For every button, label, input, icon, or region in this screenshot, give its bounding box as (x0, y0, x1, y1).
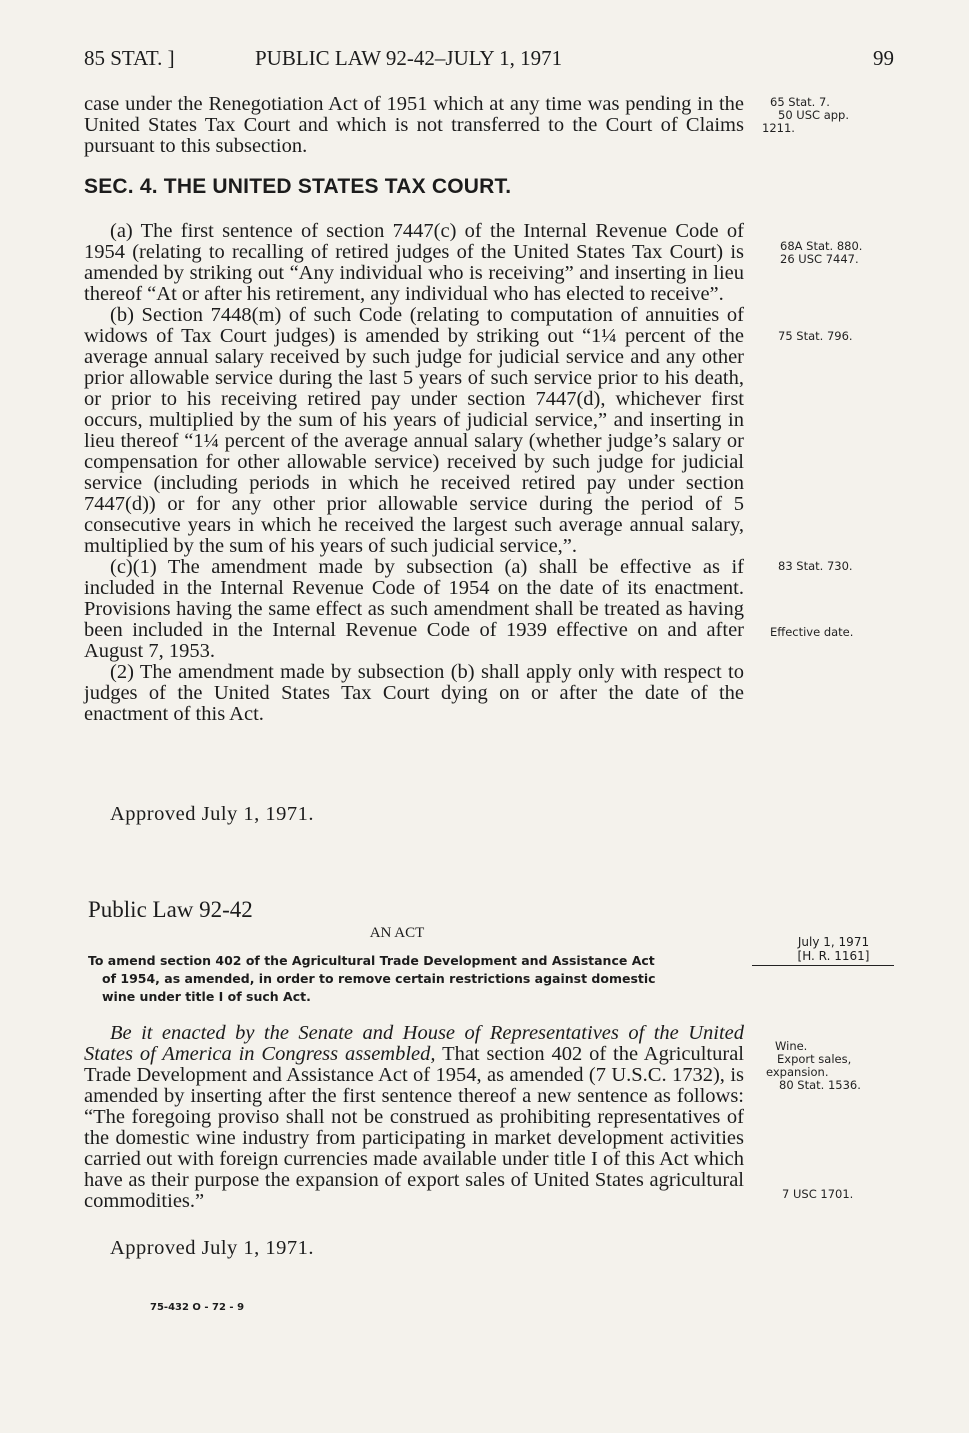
purpose-line: wine under title I of such Act. (102, 989, 311, 1004)
header-stat-ref: 85 STAT. ] (84, 46, 175, 70)
print-code: 75-432 O - 72 - 9 (150, 1302, 245, 1313)
an-act-heading: AN ACT (369, 925, 425, 941)
enacting-section (84, 1023, 744, 1212)
margin-note-line: 50 USC app. (778, 108, 849, 122)
section-body (84, 221, 744, 725)
margin-note-effective-date: Effective date. (770, 625, 854, 639)
approval-line: Approved July 1, 1971. (110, 803, 315, 825)
enactment-date: July 1, 1971 (797, 935, 870, 949)
page-header (84, 46, 894, 76)
margin-note-line: 68A Stat. 880. (780, 239, 863, 253)
page-number: 99 (873, 46, 894, 70)
paragraph-a: (a) The first sentence of section 7447(c) of the Internal Revenue Code of 1954 (relating to recalling of retired judges of the United States Tax Court) is amended by striking out “Any individual who is receiving” and inserting in lieu thereof “At or after his retirement, any individual who has elected to receive”. (84, 220, 744, 305)
paragraph-b: (b) Section 7448(m) of such Code (relating to computation of annuities of widows of Tax Court judges) is amended by striking out “1¼ percent of the average annual salary received by such judge for judicial service and any other prior allowable service during the last 5 years of such service prior to his death, or prior to his receiving retired pay under section 7447(d), whichever first occurs, multiplied by the sum of his years of judicial service,” and inserting in lieu thereof “1¼ percent of the average annual salary (whether judge’s salary or compensation for other allowable service) received by such judge for judicial service (including periods in which he received retired pay under section 7447(d)) or for any other prior allowable service during the period of 5 consecutive years in which he received the largest such average annual salary, multiplied by the sum of his years of such judicial service,”. (84, 304, 744, 557)
purpose-line: of 1954, as amended, in order to remove certain restrictions against domestic (102, 971, 656, 986)
margin-note-line: 26 USC 7447. (780, 252, 859, 266)
margin-note-line: Export sales, (777, 1052, 852, 1066)
paragraph-c1: (c)(1) The amendment made by subsection (a) shall be effective as if included in the Internal Revenue Code of 1954 on the date of its enactment. Provisions having the same effect as such amendment shall be treated as having been included in the Internal Revenue Code of 1939 effective on and after August 7, 1953. (84, 556, 744, 662)
enactment-date-box (773, 935, 894, 963)
divider (752, 965, 894, 966)
purpose-line: To amend section 402 of the Agricultural Trade Development and Assistance Act (88, 953, 655, 968)
bill-number: [H. R. 1161] (797, 949, 870, 963)
paragraph-text: case under the Renegotiation Act of 1951 which at any time was pending in the United States Tax Court and which is not transferred to the Court of Claims pursuant to this subsection. (84, 93, 744, 157)
margin-note-line: 1211. (762, 121, 795, 135)
act-purpose (88, 952, 752, 1006)
enacting-paragraph (84, 1023, 744, 1212)
public-law-title: Public Law 92-42 (88, 897, 253, 922)
margin-note-citation (762, 95, 849, 135)
margin-note-citation: 75 Stat. 796. (778, 329, 853, 343)
margin-note-subject (766, 1039, 861, 1092)
margin-note-line: expansion. (766, 1065, 829, 1079)
paragraph-c2: (2) The amendment made by subsection (b) shall apply only with respect to judges of the United States Tax Court dying on or after the date of the enactment of this Act. (84, 661, 744, 725)
margin-note-line: 80 Stat. 1536. (779, 1078, 861, 1092)
margin-note-line: Wine. (775, 1039, 808, 1053)
section-heading: SEC. 4. THE UNITED STATES TAX COURT. (84, 175, 512, 198)
margin-note-citation: 7 USC 1701. (782, 1187, 854, 1201)
continued-paragraph (84, 94, 744, 157)
margin-note-citation: 83 Stat. 730. (778, 559, 853, 573)
enacting-body: That section 402 of the Agricultural Trade Development and Assistance Act of 1954, as amended (7 U.S.C. 1732), is amended by inserting after the first sentence thereof a new sentence as follows: “The foregoing proviso shall not be construed as prohibiting representatives of the domestic wine industry from participating in market development activities carried out with foreign currencies made available under title I of this Act which have as their purpose the expansion of export sales of United States agricultural commodities.” (84, 1043, 744, 1212)
margin-note-line: 65 Stat. 7. (770, 95, 830, 109)
margin-note-citation (780, 240, 862, 266)
approval-line: Approved July 1, 1971. (110, 1237, 315, 1259)
header-title: PUBLIC LAW 92-42–JULY 1, 1971 (255, 46, 563, 70)
enacting-clause: Be it enacted by the Senate and House of Representatives of the United States of America in Congress assembled, (84, 1022, 744, 1065)
